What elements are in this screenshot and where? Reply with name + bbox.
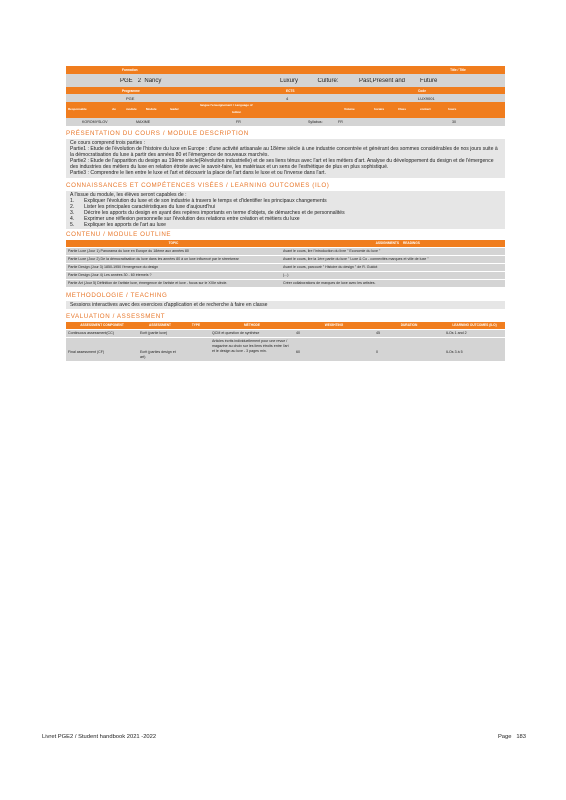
duration-cell: 45 (374, 330, 444, 338)
title-label: Title / Title (450, 68, 466, 72)
weighting-cell: 60 (294, 338, 374, 362)
ilo-item: 4. Exprimer une réflexion personnelle sur l'évolution des relations entre création et métiers du luxe (70, 215, 300, 222)
leader-name-1: KOROMYSLOV (82, 120, 108, 124)
methodology-heading: METHODOLOGIE / TEACHING (66, 292, 168, 300)
readings-header: READINGS (401, 240, 505, 248)
course-program: PGE 2 Nancy (120, 77, 162, 84)
contact-label: contact (420, 107, 431, 111)
course-title-4: Future (420, 77, 438, 84)
assignment-cell: Avant le cours, lire la 1ère partie du luxe " Luxe & Co - connexités marques et ville de luxe " (281, 256, 505, 264)
presentation-line: Partie2 : Etude de l'apparition du design au 19ème siècle(Révolution industrielle) et de ses liens ténus avec l'art et les métiers d'art. Analyse du développement du design et de l'émergence des industries des métiers du luxe en relation étroite avec le savoir-faire, les matériaux et un sens de l'esthétique de plus en plus sophistiqué. (70, 158, 494, 171)
weighting-header: WEIGHTING (294, 322, 374, 330)
header-row-formation (66, 66, 505, 74)
ilo-item: 3. Décrire les apports du design en ayant des repères importants en terme d'objets, de démarches et de personnalités (70, 209, 345, 216)
programme-value: PGE (126, 95, 135, 101)
ilo-item: 1. Expliquer l'évolution du luxe et de son industrie à travers le temps et d'identifier les principaux changements (70, 197, 327, 204)
outline-header-row (66, 240, 505, 248)
presentation-heading: PRÉSENTATION DU COURS / MODULE DESCRIPTION (66, 130, 249, 137)
table-row (66, 264, 505, 272)
ilo-item: 2. Lister les principales caractéristiques du luxe d'aujourd'hui (70, 203, 216, 210)
leader-label: leader (170, 107, 179, 111)
leader-row (66, 118, 505, 126)
responsable-label: Responsable (68, 107, 87, 111)
volume-label: Volume (344, 107, 355, 111)
assignments-header: ASSIGNMENTS (281, 240, 401, 248)
table-row (66, 272, 505, 280)
method-header: MÉTHODE (210, 322, 294, 330)
code-label: Code (418, 88, 426, 93)
du-label: du (112, 107, 116, 111)
methodology-text: Sessions interactives avec des exercices d'application et de recherche à faire en classe (66, 301, 505, 309)
ects-value: 4 (286, 95, 289, 101)
presentation-line: Partie1 : Etude de l'évolution de l'histoire du luxe en Europe : d'une activité artisanale au 18ème siècle à une industrie concentrée et générant des sommes considérables de nos jours suite à la démocratisation du luxe à partir des années 80 et l'émergence de nouveaux marchés. (70, 146, 498, 159)
duration-cell: 0 (374, 338, 444, 362)
course-title-row (66, 74, 505, 87)
outline-table (66, 240, 505, 288)
assignment-cell: Avant le cours, lire l'introduction du livre " Economie du luxe " (281, 248, 505, 256)
language-label: langue l'enseignement / Language of tuition (200, 103, 253, 114)
method-cell: QCM et question de synthèse (210, 330, 294, 338)
footer-title: Livret PGE2 / Student handbook 2021 -2022 (42, 734, 157, 740)
table-row (66, 280, 505, 288)
topic-cell: Partie Design (Jour 3) 1850-1950 l'émergence du design (66, 264, 281, 272)
programme-label: Programme (122, 88, 140, 93)
outcomes-header: LEARNING OUTCOMES (ILO) (444, 322, 505, 330)
assessment-cell: Ecrit (parties design et art) (138, 338, 182, 362)
duration-header: DURATION (374, 322, 444, 330)
module-label: module (126, 107, 137, 111)
course-title-3: Past,Present and (358, 77, 406, 84)
presentation-text (66, 139, 505, 178)
evaluation-header-row (66, 322, 505, 330)
type-cell (182, 330, 210, 338)
topic-header: TOPIC (66, 240, 281, 248)
topic-cell: Partie Design (Jour 4) Les années 30 - 60 éternels ? (66, 272, 281, 280)
table-row (66, 256, 505, 264)
type-header: TYPE (182, 322, 210, 330)
syllabus-language: FR (338, 120, 343, 124)
component-cell: Final assessment (CF) (66, 338, 138, 362)
topic-cell: Partie Art (Jour 5) Définition de l'artiste luxe, émergence de l'artiste et luxe - focus sur le XXIe siècle. (66, 280, 281, 288)
presentation-line: Ce cours comprend trois parties : (70, 140, 146, 146)
assignment-cell: (...) (281, 272, 505, 280)
formation-label: Formation (122, 68, 138, 72)
component-header: ASSESSMENT COMPONENT (66, 322, 138, 330)
method-cell: Articles écrits individuellement pour une revue / magazine au choix sur les liens étroits entre l'art et le design au luxe - 3 pages min. (210, 338, 294, 362)
syllabus-label: Syllabus: (308, 120, 323, 124)
topic-cell: Partie Luxe (Jour 1) Panorama du luxe en Europe du 18ème aux années 80 (66, 248, 281, 256)
header-row-programme (66, 87, 505, 94)
ilo-intro: A l'issue du module, les élèves seront capables de : (70, 191, 187, 198)
outline-heading: CONTENU / MODULE OUTLINE (66, 231, 172, 239)
contact-hours-value: 30 (452, 120, 456, 124)
page-footer (42, 734, 526, 740)
topic-cell: Partie Luxe (Jour 2) De la démocratisation du luxe dans les années 80 à un luxe influencé par le streetwear (66, 256, 281, 264)
outcomes-cell: ILOs 1 and 2 (444, 330, 505, 338)
course-title-1: Luxury (279, 77, 298, 84)
component-cell: Continuous assessment(CC) (66, 330, 138, 338)
table-row (66, 330, 505, 338)
leader-name-2: MAXIME (136, 120, 151, 124)
module2-label: Module (146, 107, 157, 111)
ilo-text (66, 191, 505, 230)
page-number: Page 183 (497, 734, 526, 740)
ects-label: ECTS (286, 88, 295, 93)
evaluation-table (66, 322, 505, 362)
code-value: LUX9001 (418, 95, 435, 101)
table-row (66, 248, 505, 256)
weighting-cell: 40 (294, 330, 374, 338)
assignment-cell: Créer collaborations de marques de luxe avec les artistes. (281, 280, 505, 288)
presentation-line: Partie3 : Comprendre le lien entre le luxe et l'art et découvrir la place de l'art dans le luxe et ou l'inverse dans l'art. (70, 170, 326, 177)
ilo-item: 5. Expliquer les apports de l'art au luxe (70, 222, 166, 229)
tuition-language: FR (236, 120, 241, 124)
assignment-cell: Avant le cours, parcourir " Histoire du design " de R. Guidot (281, 264, 505, 272)
evaluation-heading: EVALUATION / ASSESSMENT (66, 313, 166, 321)
header-row-responsable (66, 102, 505, 118)
programme-row (66, 94, 505, 102)
horaire-label: horaire (374, 107, 385, 111)
assessment-cell: Ecrit (partie luxe) (138, 330, 182, 338)
ilo-heading: CONNAISSANCES ET COMPÉTENCES VISÉES / LEARNING OUTCOMES (ILO) (66, 181, 330, 189)
syllabus-page (66, 66, 505, 362)
outcomes-cell: ILOs 3 à 5 (444, 338, 505, 362)
table-row (66, 338, 505, 362)
hours-label: hours (448, 107, 457, 111)
class-label: Class (398, 107, 407, 111)
assessment-header: ASSESSMENT (138, 322, 182, 330)
type-cell (182, 338, 210, 362)
course-title-2: Culture: (317, 77, 339, 84)
